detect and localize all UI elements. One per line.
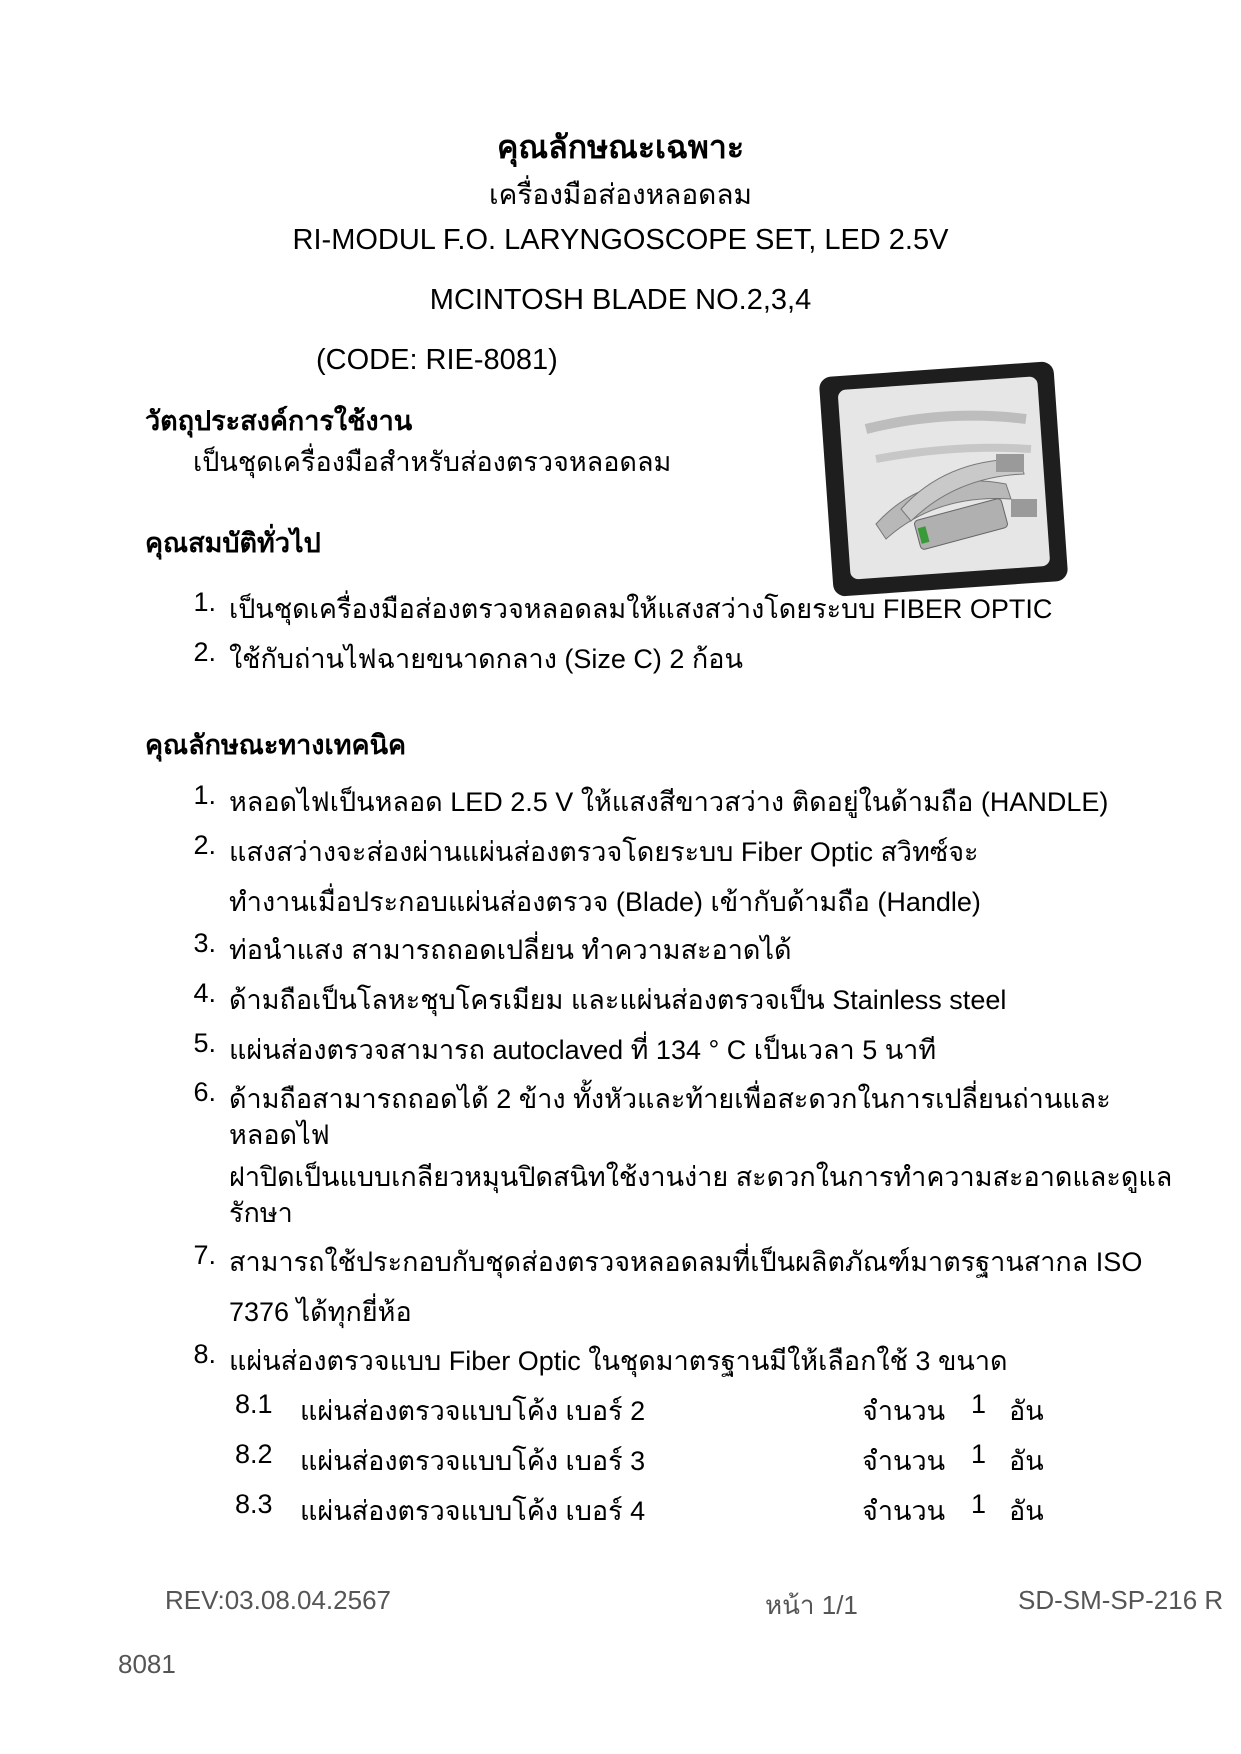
laryngoscope-set-photo <box>806 349 1081 609</box>
document-code: SD-SM-SP-216 R <box>1018 1585 1224 1615</box>
quantity-value: 1 <box>971 1389 987 1419</box>
list-text: ด้ามถือเป็นโลหะชุบโครเมียม และแผ่นส่องตรวจเป็น Stainless steel <box>229 985 1007 1015</box>
sub-item-number: 8.1 <box>235 1389 273 1419</box>
list-number: 1. <box>193 587 216 617</box>
revision-label: REV:03.08.04.2567 <box>165 1585 391 1615</box>
list-number: 2. <box>193 830 216 860</box>
general-heading: คุณสมบัติทั่วไป <box>145 528 321 558</box>
sub-item-text: แผ่นส่องตรวจแบบโค้ง เบอร์ 4 <box>300 1496 646 1526</box>
sub-item-number: 8.3 <box>235 1489 273 1519</box>
quantity-value: 1 <box>971 1439 987 1469</box>
quantity-unit: อัน <box>1009 1446 1044 1476</box>
list-number: 8. <box>193 1339 216 1369</box>
list-text: รักษา <box>229 1198 293 1228</box>
document-subtitle: เครื่องมือส่องหลอดลม <box>489 179 752 210</box>
technical-heading: คุณลักษณะทางเทคนิค <box>145 730 407 760</box>
list-text: ใช้กับถ่านไฟฉายขนาดกลาง (Size C) 2 ก้อน <box>229 644 743 674</box>
list-number: 3. <box>193 928 216 958</box>
model-name-line2: MCINTOSH BLADE NO.2,3,4 <box>429 284 812 316</box>
list-number: 5. <box>193 1028 216 1058</box>
quantity-unit: อัน <box>1009 1396 1044 1426</box>
quantity-value: 1 <box>971 1489 987 1519</box>
quantity-unit: อัน <box>1009 1496 1044 1526</box>
list-text: แผ่นส่องตรวจสามารถ autoclaved ที่ 134 ° C เป็นเวลา 5 นาที <box>229 1035 937 1065</box>
document-code-continued: 8081 <box>118 1649 176 1679</box>
page-number: หน้า 1/1 <box>765 1590 858 1620</box>
document-title: คุณลักษณะเฉพาะ <box>496 129 745 165</box>
list-number: 6. <box>193 1077 216 1107</box>
list-number: 1. <box>193 780 216 810</box>
purpose-heading: วัตถุประสงค์การใช้งาน <box>145 406 413 436</box>
quantity-label: จำนวน <box>862 1496 946 1526</box>
list-text: ด้ามถือสามารถถอดได้ 2 ข้าง ทั้งหัวและท้ายเพื่อสะดวกในการเปลี่ยนถ่านและ <box>229 1084 1111 1114</box>
list-number: 7. <box>193 1240 216 1270</box>
model-name-line1: RI-MODUL F.O. LARYNGOSCOPE SET, LED 2.5V <box>292 224 949 256</box>
sub-item-text: แผ่นส่องตรวจแบบโค้ง เบอร์ 3 <box>300 1446 646 1476</box>
list-text: เป็นชุดเครื่องมือส่องตรวจหลอดลมให้แสงสว่างโดยระบบ FIBER OPTIC <box>229 594 1053 624</box>
list-text: ทำงานเมื่อประกอบแผ่นส่องตรวจ (Blade) เข้ากับด้ามถือ (Handle) <box>229 887 981 917</box>
list-text: แสงสว่างจะส่องผ่านแผ่นส่องตรวจโดยระบบ Fiber Optic สวิทซ์จะ <box>229 837 979 867</box>
product-code: (CODE: RIE-8081) <box>316 344 558 376</box>
list-text: หลอดไฟ <box>229 1120 330 1150</box>
quantity-label: จำนวน <box>862 1446 946 1476</box>
list-text: หลอดไฟเป็นหลอด LED 2.5 V ให้แสงสีขาวสว่าง ติดอยู่ในด้ามถือ (HANDLE) <box>229 787 1109 817</box>
list-number: 2. <box>193 637 216 667</box>
list-text: สามารถใช้ประกอบกับชุดส่องตรวจหลอดลมที่เป็นผลิตภัณฑ์มาตรฐานสากล ISO <box>229 1247 1143 1277</box>
sub-item-number: 8.2 <box>235 1439 273 1469</box>
list-text: แผ่นส่องตรวจแบบ Fiber Optic ในชุดมาตรฐานมีให้เลือกใช้ 3 ขนาด <box>229 1346 1008 1376</box>
list-text: 7376 ได้ทุกยี่ห้อ <box>229 1297 412 1327</box>
purpose-text: เป็นชุดเครื่องมือสำหรับส่องตรวจหลอดลม <box>193 447 672 477</box>
list-text: ฝาปิดเป็นแบบเกลียวหมุนปิดสนิทใช้งานง่าย สะดวกในการทำความสะอาดและดูแล <box>229 1162 1173 1192</box>
list-number: 4. <box>193 978 216 1008</box>
list-text: ท่อนำแสง สามารถถอดเปลี่ยน ทำความสะอาดได้ <box>229 935 792 965</box>
sub-item-text: แผ่นส่องตรวจแบบโค้ง เบอร์ 2 <box>300 1396 646 1426</box>
quantity-label: จำนวน <box>862 1396 946 1426</box>
